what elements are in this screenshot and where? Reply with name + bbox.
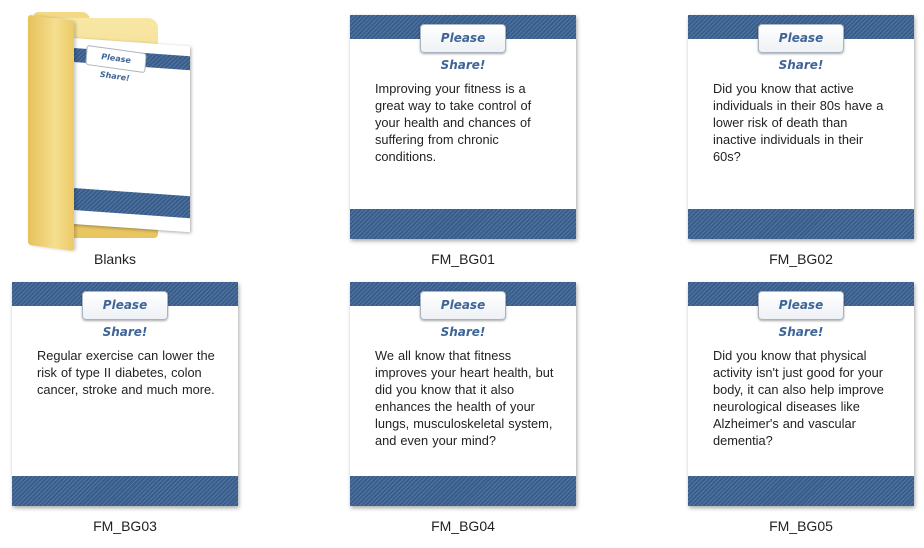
please-share-badge: Please Share! <box>758 24 844 53</box>
message-text: Did you know that active individuals in their 80s have a lower risk of death than inactive individuals in their 60s? <box>713 81 884 164</box>
folder-preview-doc <box>70 38 190 232</box>
thumbnail <box>688 282 914 506</box>
thumbnail <box>12 282 238 506</box>
file-label: FM_BG03 <box>93 518 157 534</box>
thumbnail <box>688 15 914 239</box>
message-text: We all know that fitness improves your heart health, but did you know that it also enhances the health of your lungs, musculoskeletal system, and even your mind? <box>375 348 554 448</box>
preview-badge: Please Share! <box>85 45 146 73</box>
message-text: Regular exercise can lower the risk of type II diabetes, colon cancer, stroke and much more. <box>37 348 215 397</box>
file-label: Blanks <box>93 251 137 267</box>
file-label: FM_BG05 <box>769 518 833 534</box>
file-fm-bg01[interactable] <box>350 15 576 275</box>
file-label: FM_BG04 <box>431 518 495 534</box>
file-fm-bg05[interactable] <box>688 282 914 544</box>
folder-blanks[interactable] <box>0 0 230 275</box>
please-share-badge: Please Share! <box>758 291 844 320</box>
file-fm-bg03[interactable] <box>12 282 238 544</box>
thumbnail <box>350 15 576 239</box>
thumbnail <box>350 282 576 506</box>
file-fm-bg02[interactable] <box>688 15 914 275</box>
message-text: Did you know that physical activity isn't just good for your body, it can also help improve neurological diseases like Alzheimer's and vascular dementia? <box>713 348 884 448</box>
file-label: FM_BG01 <box>431 251 495 267</box>
please-share-badge: Please Share! <box>420 24 506 53</box>
file-label: FM_BG02 <box>769 251 833 267</box>
please-share-badge: Please Share! <box>82 291 168 320</box>
file-fm-bg04[interactable] <box>350 282 576 544</box>
please-share-badge: Please Share! <box>420 291 506 320</box>
message-text: Improving your fitness is a great way to take control of your health and chances of suffering from chronic conditions. <box>375 81 532 164</box>
